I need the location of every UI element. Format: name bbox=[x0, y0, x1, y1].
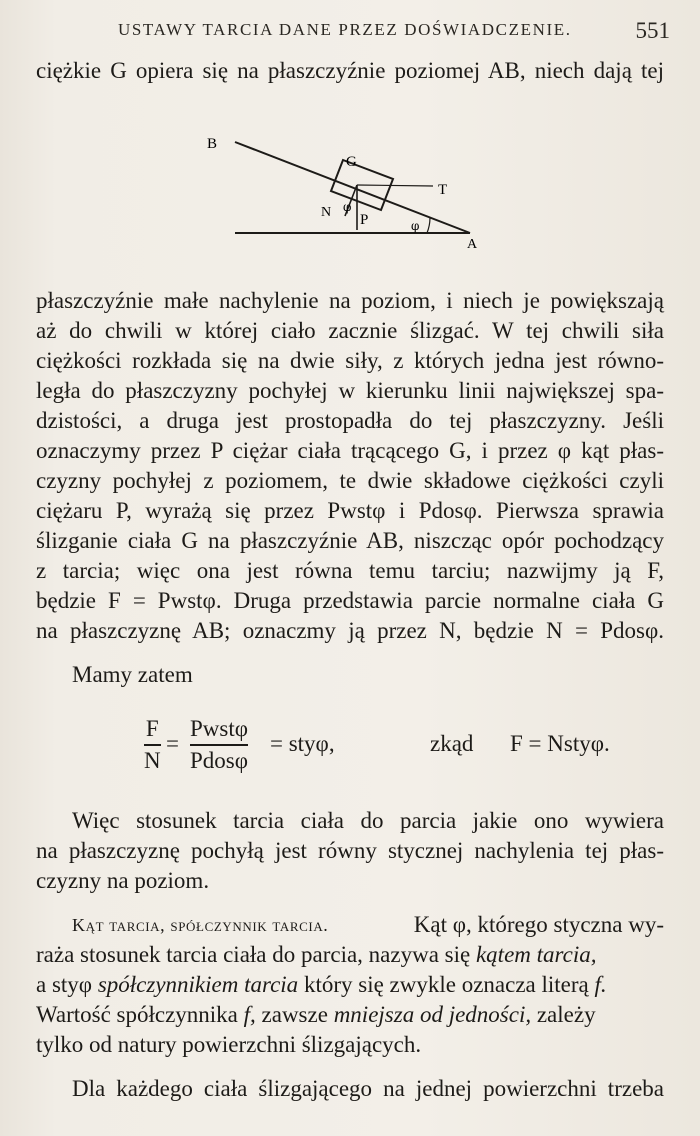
fraction-denominator: N bbox=[144, 748, 161, 773]
paragraph3-line1 bbox=[72, 912, 664, 938]
formula-result: F = Nstyφ. bbox=[510, 731, 610, 756]
paragraph3-text: który się zwykle oznacza literą bbox=[298, 972, 595, 997]
tangent-line bbox=[357, 185, 433, 186]
paragraph3-text: raża stosunek tarcia ciała do parcia, nazywa się bbox=[36, 942, 476, 967]
paragraph1-line: będzie F = Pwstφ. Druga przedstawia parcie normalne ciała G bbox=[36, 588, 664, 613]
label-phi-bottom: φ bbox=[411, 219, 420, 233]
paragraph3-text: a styφ bbox=[36, 972, 98, 997]
label-phi-top: φ bbox=[343, 200, 352, 214]
fraction-numerator: Pwstφ bbox=[190, 716, 249, 741]
term-mniejsza: mniejsza od jedności, bbox=[333, 1002, 532, 1027]
paragraph2-line: Więc stosunek tarcia ciała do parcia jakie ono wywiera bbox=[72, 808, 664, 833]
paragraph3-line5: tylko od natury powierzchni ślizgających. bbox=[36, 1032, 422, 1057]
label-a: A bbox=[467, 237, 478, 252]
fraction-numerator: F bbox=[145, 716, 159, 741]
term-spolczynnik: spółczynnikiem tarcia bbox=[97, 972, 299, 997]
section-heading: Kąt tarcia, spółczynnik tarcia. bbox=[72, 915, 329, 935]
paragraph3-line3 bbox=[36, 972, 664, 998]
paragraph2-line: na płaszczyznę pochyłą jest równy stycznej nachylenia tej płas- bbox=[36, 838, 664, 863]
term-f: f, bbox=[243, 1002, 256, 1027]
paragraph3-text: zawsze bbox=[255, 1002, 334, 1027]
paragraph3-line4 bbox=[36, 1002, 664, 1028]
paragraph1-line: aż do chwili w której ciało zacznie ślizgać. W tej chwili siła bbox=[36, 318, 664, 343]
paragraph1-line: płaszczyźnie małe nachylenie na poziom, i niech je powiększają bbox=[36, 288, 664, 313]
paragraph1-line: oznaczymy przez P ciężar ciała trącącego G, i przez φ kąt płas- bbox=[36, 438, 664, 463]
running-head: USTAWY TARCIA DANE PRZEZ DOŚWIADCZENIE. bbox=[118, 20, 572, 39]
angle-arc bbox=[427, 218, 430, 233]
fraction-f-over-n bbox=[144, 716, 161, 774]
page-header bbox=[118, 18, 670, 48]
paragraph1-line: na płaszczyznę AB; oznaczmy ją przez N, będzie N = Pdosφ. bbox=[36, 618, 664, 643]
paragraph1-line: z tarcia; więc ona jest równa temu tarciu; nazwijmy ją F, bbox=[36, 558, 664, 583]
mamy-zatem: Mamy zatem bbox=[72, 662, 193, 687]
formula-tangent: = styφ, bbox=[270, 731, 335, 756]
label-n: N bbox=[321, 205, 332, 220]
label-t: T bbox=[438, 182, 448, 198]
page-number: 551 bbox=[635, 18, 670, 43]
label-p: P bbox=[360, 212, 369, 228]
formula-zkad: zkąd bbox=[430, 731, 474, 756]
paragraph3-text: Wartość spółczynnika bbox=[36, 1002, 244, 1027]
paragraph1-line: legła do płaszczyzny pochyłej w kierunku linii największej spa- bbox=[36, 378, 664, 403]
paragraph1-line: ciężaru P, wyrażą się przez Pwstφ i Pdosφ. Pierwsza sprawia bbox=[36, 498, 664, 523]
paragraph1-line: dzistości, a druga jest prostopadła do tej płaszczyzny. Jeśli bbox=[36, 408, 664, 433]
inclined-plane-diagram bbox=[195, 130, 495, 260]
paragraph3-text: zależy bbox=[531, 1002, 596, 1027]
fraction-bar bbox=[144, 744, 161, 746]
paragraph1-line: ślizganie ciała G na płaszczyźnie AB, niszcząc opór pochodzący bbox=[36, 528, 664, 553]
fraction-pwst-over-pdos bbox=[190, 716, 248, 774]
label-g: G bbox=[346, 154, 357, 170]
term-f: f. bbox=[594, 972, 607, 997]
fraction-bar bbox=[190, 744, 248, 746]
inclined-plane-figure bbox=[195, 130, 495, 260]
paragraph3-line2 bbox=[36, 942, 664, 968]
term-kat-tarcia: kątem tarcia, bbox=[475, 942, 597, 967]
paragraph2-line: czyzny na poziom. bbox=[36, 868, 210, 893]
friction-formula bbox=[124, 712, 644, 778]
last-line: Dla każdego ciała ślizgającego na jednej powierzchni trzeba bbox=[72, 1076, 664, 1101]
paragraph3-text: Kąt φ, którego styczna wy- bbox=[413, 912, 664, 937]
intro-line: ciężkie G opiera się na płaszczyźnie poziomej AB, niech dają tej bbox=[36, 58, 664, 83]
equals-sign: = bbox=[166, 731, 179, 756]
paragraph1-line: ciężkości rozkłada się na dwie siły, z których jedna jest równo- bbox=[36, 348, 664, 373]
fraction-denominator: Pdosφ bbox=[190, 748, 249, 773]
label-b: B bbox=[207, 136, 218, 152]
paragraph1-line: czyzny pochyłej z poziomem, te dwie składowe ciężkości czyli bbox=[36, 468, 664, 493]
